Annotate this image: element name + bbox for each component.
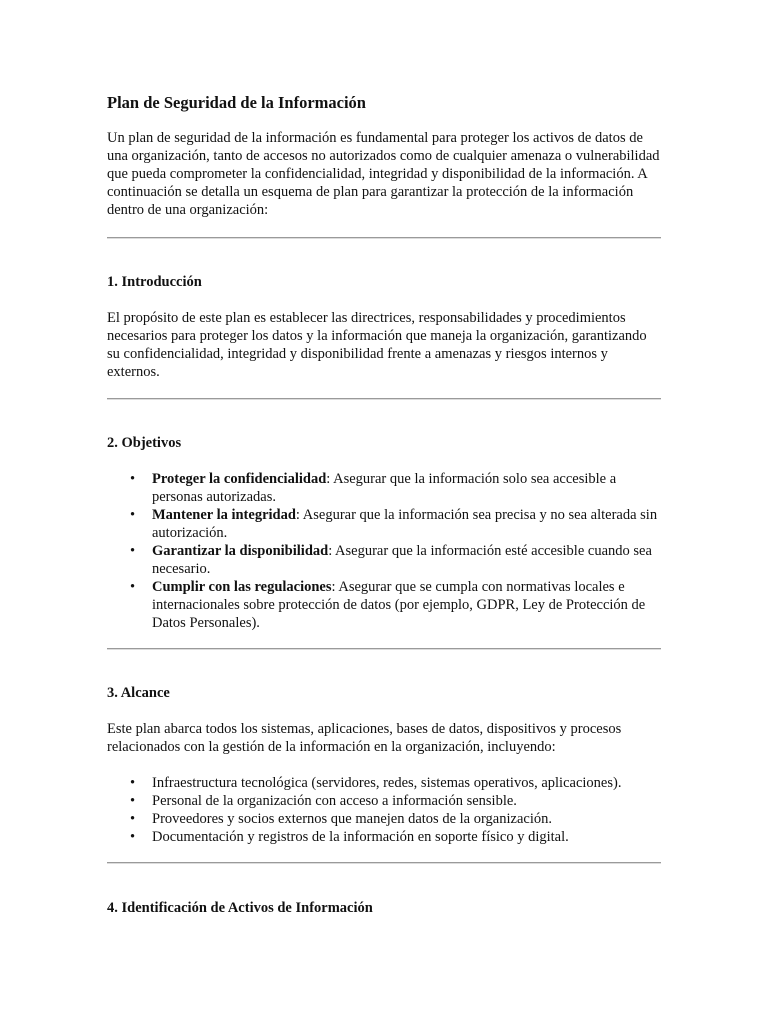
section-divider [107,237,661,239]
list-item: • Documentación y registros de la información en soporte físico y digital. [152,828,662,846]
list-item: • Personal de la organización con acceso a información sensible. [152,792,662,810]
section-introduccion-body [107,309,662,381]
list-item [152,578,662,632]
section-heading: 1. Introducción [107,274,202,290]
section-objetivos [107,434,662,452]
document-header [107,93,662,113]
section-heading: 2. Objetivos [107,435,182,451]
section-introduccion [107,273,662,291]
document-title: Plan de Seguridad de la Información [107,93,366,112]
list-item: • Proveedores y socios externos que manejen datos de la organización. [152,810,662,828]
objetivos-list [107,470,662,632]
section-alcance-body [107,720,662,756]
list-item [152,470,662,506]
list-item [152,542,662,578]
intro-paragraph: Un plan de seguridad de la información es fundamental para proteger los activos de datos de una organización, tanto de accesos no autorizados como de cualquier amenaza o vulnerabilidad que pueda comprometer la confidencialidad, integridad y disponibilidad de la información. A continuación se detalla un esquema de plan para garantizar la protección de la información dentro de una organización: [107,130,660,218]
section-paragraph: Este plan abarca todos los sistemas, aplicaciones, bases de datos, dispositivos y procesos relacionados con la gestión de la información en la organización, incluyendo: [107,721,622,755]
list-item-text: : Asegurar que la información esté accesible cuando sea necesario. [152,543,652,577]
section-divider [107,862,661,864]
section-divider [107,398,661,400]
section-alcance [107,684,662,702]
list-item-text: : Asegurar que la información sea precisa y no sea alterada sin autorización. [152,507,658,541]
list-item [152,506,662,542]
list-item-term: Cumplir con las regulaciones [152,579,332,595]
section-divider [107,648,661,650]
list-item-term: Proteger la confidencialidad [152,471,327,487]
section-activos [107,899,662,917]
alcance-list-wrap [107,774,662,846]
section-heading: 4. Identificación de Activos de Información [107,900,373,916]
list-item: • Infraestructura tecnológica (servidores, redes, sistemas operativos, aplicaciones). [152,774,662,792]
section-heading: 3. Alcance [107,685,170,701]
list-item-term: Garantizar la disponibilidad [152,543,329,559]
list-item-text: : Asegurar que la información solo sea accesible a personas autorizadas. [152,471,617,505]
list-item-text: : Asegurar que se cumpla con normativas locales e internacionales sobre protección de datos (por ejemplo, GDPR, Ley de Protección de Datos Personales). [152,579,646,631]
list-item-term: Mantener la integridad [152,507,296,523]
objetivos-list-wrap [107,470,662,632]
intro-block [107,129,662,219]
alcance-list [107,774,662,846]
section-paragraph: El propósito de este plan es establecer las directrices, responsabilidades y procedimientos necesarios para proteger los datos y la información que maneja la organización, garantizando su confidencialidad, integridad y disponibilidad frente a amenazas y riesgos internos y externos. [107,310,647,380]
